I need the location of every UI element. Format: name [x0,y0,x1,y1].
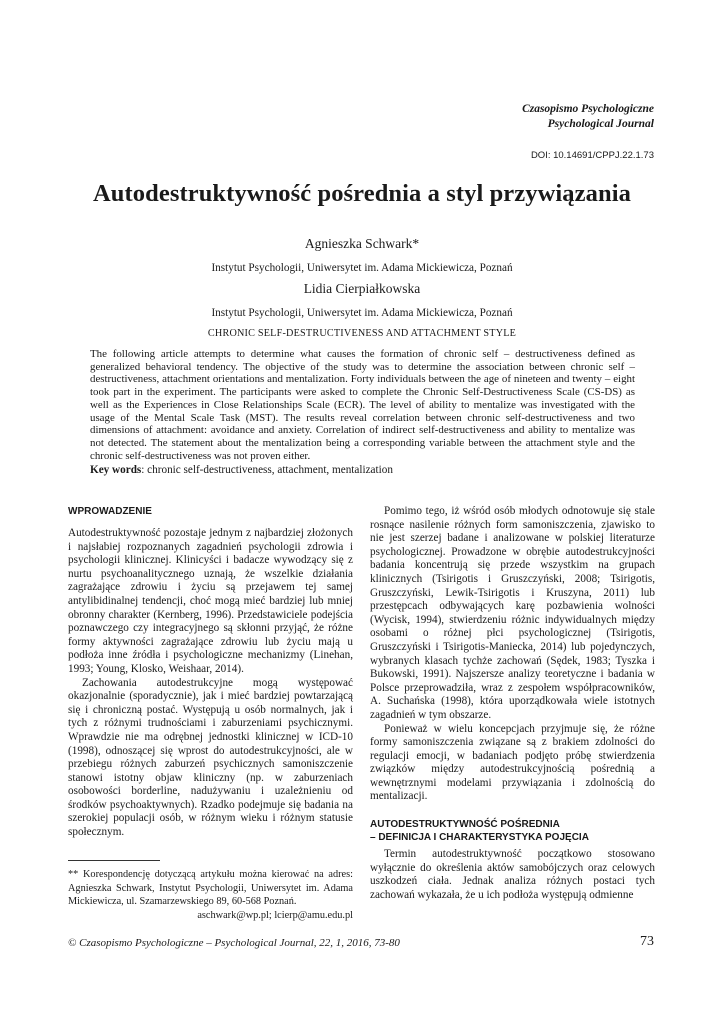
section-heading-line: AUTODESTRUKTYWNOŚĆ POŚREDNIA [370,819,560,831]
article-title: Autodestruktywność pośrednia a styl przywiązania [93,180,631,207]
footnote [68,868,353,922]
keywords-label: Key words [90,464,142,476]
footnote-emails[interactable]: aschwark@wp.pl; lcierp@amu.edu.pl [197,909,353,921]
section-heading-indirect-self-destructiveness [370,818,655,844]
paragraph: Autodestruktywność pozostaje jednym z najbardziej złożonych i najsłabiej rozpoznanych zagadnień psychologii zdrowia i psychologii klinicznej. Klinicyści i badacze wywodzący się z nurtu psychoanalitycznego uznają, że wszelkie działania zagrażające zdrowiu i życiu są przejawem tej samej antylibidinalnej tendencji, choć mogą mieć bardziej lub mniej obronny charakter (Kernberg, 1996). Przedstawiciele podejścia poznawczego czy integracyjnego są skłonni przyjąć, że różne formy aktywności zagrażające zdrowiu lub życiu mają u podłoża inne źródła i psychologiczne mechanizmy (Linehan, 1993; Young, Klosko, Weishaar, 2014). [68,527,353,675]
footnote-rule [68,860,160,861]
left-column [68,505,353,840]
keywords [90,464,635,476]
footer-citation: © Czasopismo Psychologiczne – Psychological Journal, 22, 1, 2016, 73-80 [68,937,400,949]
doi[interactable]: DOI: 10.14691/CPPJ.22.1.73 [530,150,654,161]
paragraph: Ponieważ w wielu koncepcjach przyjmuje się, że różne formy samoniszczenia związane są z brakiem zdolności do regulacji emocji, w badaniach podjęto próbę stwierdzenia związków między autodestrukcyjnością pośrednią a wewnętrznymi modelami przywiązania i zdolnością do mentalizacji. [370,722,655,803]
footnote-text: ** Korespondencję dotyczącą artykułu można kierować na adres: Agnieszka Schwark, Instytut Psychologii, Uniwersytet im. Adama Mickiewicza, ul. Szamarzewskiego 89, 60-568 Poznań. [68,869,353,908]
right-column [370,505,655,902]
journal-name-polish: Czasopismo Psychologiczne [522,103,654,115]
author-name-2: Lidia Cierpiałkowska [303,281,421,296]
paragraph: Pomimo tego, iż wśród osób młodych odnotowuje się stale rosnące nasilenie różnych form samoniszczenia, zjawisko to nie jest szerzej badane i analizowane w polskiej literaturze psychologicznej. Prowadzone w obrębie autodestrukcyjności badania koncentrują się przede wszystkim na grupach klinicznych (Tsirigotis i Gruszczyński, 2008; Tsirigotis, Gruszczyński, Lewik-Tsirigotis i Kruszyna, 2011) lub przestępcach odbywających karę pozbawienia wolności (Wycisk, 1994), stwierdzeniu różnic indywidualnych między osobami o różnej płci psychologicznej (Tsirigotis, Gruszczyński i Tsirigotis-Maniecka, 2014) lub pojedynczych, wybranych klasach tychże zachowań (Sędek, 1983; Tyszka i Bukowski, 1991). Najszersze analizy teoretyczne i badania w Polsce przeprowadziła, wraz z zespołem współpracowników, A. Suchańska (1998), która uporządkowała wiele istotnych zagadnień w tym obszarze. [370,505,655,721]
section-heading-line: – DEFINICJA I CHARAKTERYSTYKA POJĘCIA [370,832,589,844]
keywords-list: : chronic self-destructiveness, attachment, mentalization [141,464,393,476]
paragraph: Zachowania autodestrukcyjne mogą występować okazjonalnie (sporadycznie), jak i mieć bardziej powtarzającą się i chroniczną postać. Występują u osób normalnych, jak i tych z różnymi trudnościami i zaburzeniami psychicznymi. Wprawdzie nie ma odrębnej jednostki klinicznej w ICD-10 (1998), odnoszącej się wprost do autodestrukcyjności, ale w przebiegu różnych zaburzeń psychicznych samoniszczenie stanowi istotny objaw kliniczny (np. w zaburzeniach osobowości borderline, nadużywaniu i uzależnieniu od środków psychoaktywnych). Rzadko podejmuje się badania na szerokiej populacji osób, w różnym wieku i różnym statusie społecznym. [68,676,353,839]
section-heading-introduction: WPROWADZENIE [68,506,152,517]
author-affiliation-2: Instytut Psychologii, Uniwersytet im. Adama Mickiewicza, Poznań [211,307,513,319]
english-title: CHRONIC SELF-DESTRUCTIVENESS AND ATTACHMENT STYLE [207,328,517,339]
journal-name [522,102,654,132]
author-name-1: Agnieszka Schwark* [304,236,420,251]
author-affiliation-1: Instytut Psychologii, Uniwersytet im. Adama Mickiewicza, Poznań [211,262,513,274]
journal-name-english: Psychological Journal [547,118,654,130]
abstract: The following article attempts to determine what causes the formation of chronic self – destructiveness defined as generalized behavioral tendency. The objective of the study was to determine the association between chronic self – destructiveness, attachment orientations and mentalization. Forty individuals between the age of nineteen and twenty – eight took part in the experiment. The participants were asked to complete the Chronic Self-Destructiveness Scale (CS-DS) as well as the Experiences in Close Relationships Scale (ECR). The level of ability to mentalize was investigated with the usage of the Mental Scale Task (MST). The results reveal correlation between chronic self-destructiveness and two dimensions of attachment: avoidance and anxiety. Correlation of indirect self-destructiveness and ability to mentalize was not detected. The statement about the mentalization being a corresponding variable between the attachment style and the chronic self-destructiveness was not proven either. [90,348,635,462]
paragraph: Termin autodestruktywność początkowo stosowano wyłącznie do określenia aktów samobójczych oraz celowych uszkodzeń ciała. Jednak analiza różnych postaci tych zachowań wykazała, że u ich podłoża występują odmienne [370,848,655,901]
page-number: 73 [640,934,654,949]
